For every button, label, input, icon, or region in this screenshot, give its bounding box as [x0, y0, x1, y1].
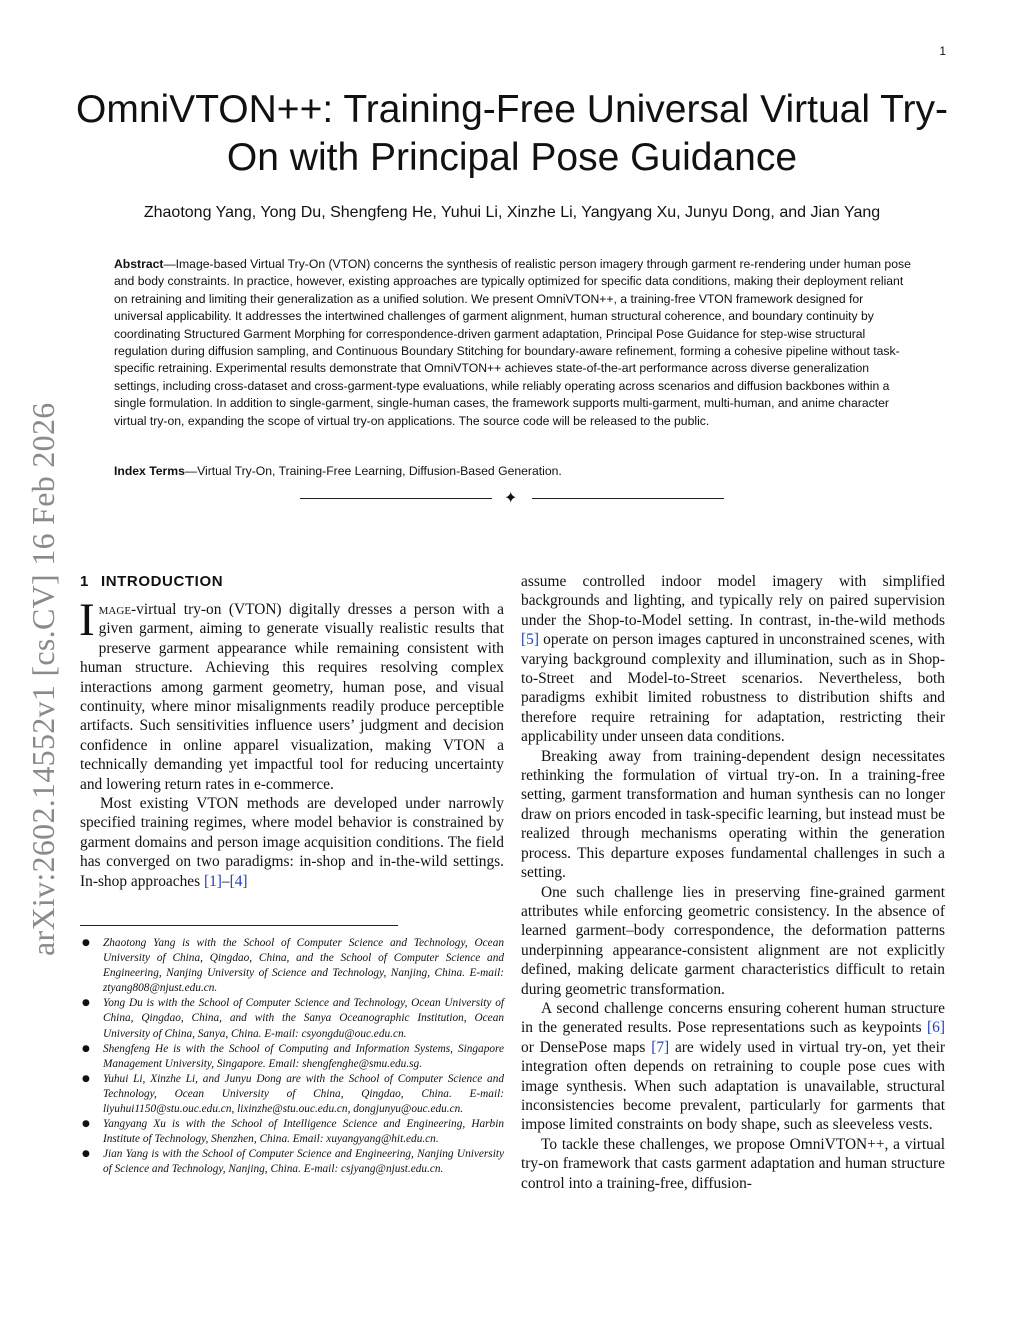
index-terms [114, 463, 914, 480]
divider-rule-left [300, 498, 492, 499]
section-title: INTRODUCTION [100, 573, 224, 590]
index-terms-text: —Virtual Try-On, Training-Free Learning, Diffusion-Based Generation. [184, 464, 562, 478]
abstract [114, 256, 914, 430]
citation-link[interactable]: [4] [229, 872, 248, 890]
page-number: 1 [939, 44, 946, 58]
left-column [80, 572, 504, 891]
footnote-text: Jian Yang is with the School of Computer Science and Engineering, Nanjing University of Science and Technology, Nanjing, China. E-mail: csjyang@njust.edu.cn. [103, 1148, 504, 1176]
footnote-text: Yuhui Li, Xinzhe Li, and Junyu Dong are with the School of Computer Science and Technology, Ocean University of China, Qingdao, China. E-mail: liyuhui1150@stu.ouc.edu.cn, lixinzhe@stu.ouc.edu.cn, dongjunyu@ouc.edu.cn. [103, 1072, 504, 1116]
bullet-icon: ● [82, 1149, 90, 1160]
citation-link[interactable]: [1] [203, 872, 222, 890]
footnote-item [80, 1117, 504, 1147]
body-paragraph: Breaking away from training-dependent design necessitates rethinking the formulation of virtual try-on. In a training-free setting, garment transformation and human synthesis can no longer draw on priors encoded in task-specific learning, but instead must be realized through mechanisms operating within the generation process. This departure exposes fundamental challenges in such a setting. [521, 747, 945, 882]
body-paragraph: To tackle these challenges, we propose OmniVTON++, a virtual try-on framework that casts garment adaptation and human structure control into a training-free, diffusion- [521, 1135, 945, 1192]
drop-cap-smallcaps: mage [98, 601, 132, 618]
abstract-text: —Image-based Virtual Try-On (VTON) concerns the synthesis of realistic person imagery through garment re-rendering under human pose and body constraints. In practice, however, existing approaches are typically optimized for specific data conditions, making their deployment reliant on retraining and limiting their generalization as a unified solution. We present OmniVTON++, a training-free VTON framework designed for universal applicability. It addresses the intertwined challenges of garment alignment, human structural coherence, and boundary continuity by coordinating Structured Garment Morphing for correspondence-driven garment adaptation, Principal Pose Guidance for step-wise structural regulation during diffusion sampling, and Continuous Boundary Stitching for boundary-aware refinement, forming a cohesive pipeline without task-specific retraining. Experimental results demonstrate that OmniVTON++ achieves state-of-the-art performance across diverse generalization settings, including cross-dataset and cross-garment-type evaluations, while reliably operating across scenarios and diffusion backbones within a single formulation. In addition to single-garment, single-human cases, the framework supports multi-garment, multi-human, and anime character virtual try-on, expanding the scope of virtual try-on applications. The source code will be released to the public. [114, 257, 911, 428]
body-paragraph: One such challenge lies in preserving fine-grained garment attributes while enforcing geometric consistency. In the absence of learned garment–body correspondence, the deformation patterns underpinning appearance-consistent alignment are not explicitly defined, making delicate garment characteristics difficult to retain during geometric transformation. [521, 883, 945, 998]
paragraph-text: are widely used in virtual try-on, yet their integration often depends on retraining to couple pose cues with image synthesis. When such adaptation is unavailable, structural inconsistencies become prevalent, particularly for garments that impose limited constraints on body shape, such as sleeveless vests. [521, 1038, 945, 1134]
citation-link[interactable]: [7] [651, 1038, 670, 1056]
citation-range-dash: – [221, 872, 230, 890]
footnote-item [80, 1042, 504, 1072]
divider-diamond-icon: ✦ [504, 488, 518, 507]
section-divider [300, 489, 724, 509]
citation-link[interactable]: [5] [521, 631, 539, 649]
footnote-text: Yangyang Xu is with the School of Intelligence Science and Engineering, Harbin Institute of Technology, Shenzhen, China. Email: xuyangyang@hit.edu.cn. [103, 1118, 504, 1146]
paragraph-text: assume controlled indoor model imagery with simplified backgrounds and lighting, and typically rely on paired supervision under the Shop-to-Model setting. In contrast, in-the-wild methods [521, 573, 945, 629]
intro-paragraph-2 [80, 794, 504, 891]
arxiv-identifier: arXiv:2602.14552v1 [cs.CV] 16 Feb 2026 [25, 402, 61, 956]
paragraph-text: A second challenge concerns ensuring coherent human structure in the generated results. Pose representations such as keypoints [521, 999, 945, 1037]
paragraph-text: operate on person images captured in unconstrained scenes, with varying background complexity and illumination, such as in Shop-to-Street and Model-to-Street scenarios. Nevertheless, both paradigms exhibit limited robustness to distribution shifts and therefore require retraining for adaptation, restricting their applicability under unseen data conditions. [521, 631, 945, 746]
drop-cap: I [79, 594, 95, 646]
section-heading [80, 572, 504, 592]
footnote-item [80, 996, 504, 1041]
body-paragraph-continued [521, 572, 945, 747]
index-terms-label: Index Terms [114, 464, 185, 478]
body-paragraph [521, 999, 945, 1135]
divider-rule-right [532, 498, 724, 499]
paper-title: OmniVTON++: Training-Free Universal Virtual Try-On with Principal Pose Guidance [76, 88, 948, 179]
author-list: Zhaotong Yang, Yong Du, Shengfeng He, Yuhui Li, Xinzhe Li, Yangyang Xu, Junyu Dong, and Jian Yang [143, 204, 881, 221]
intro-paragraph-2-text: Most existing VTON methods are developed under narrowly specified training regimes, where model behavior is constrained by garment domains and person image acquisition conditions. The field has converged on two paradigms: in-shop and in-the-wild settings. In-shop approaches [80, 795, 504, 890]
bullet-icon: ● [82, 1073, 90, 1084]
right-column [521, 572, 945, 1193]
footnote-text: Yong Du is with the School of Computer Science and Technology, Ocean University of China, Qingdao, China, and with the Sanya Oceanographic Institution, Ocean University of China, Sanya, China. E-mail: csyongdu@ouc.edu.cn. [103, 997, 504, 1040]
bullet-icon: ● [82, 1043, 90, 1054]
footnote-item [80, 936, 504, 996]
footnote-item [80, 1147, 504, 1177]
footnote-item [80, 1072, 504, 1117]
bullet-icon: ● [82, 938, 90, 948]
section-number: 1 [80, 573, 89, 590]
bullet-icon: ● [82, 1119, 90, 1130]
bullet-icon: ● [82, 998, 90, 1009]
intro-paragraph-1 [79, 594, 504, 794]
author-affiliation-footnotes [80, 936, 504, 1178]
citation-link[interactable]: [6] [927, 1019, 945, 1037]
paragraph-text: or DensePose maps [521, 1038, 652, 1056]
footnote-rule [80, 925, 398, 926]
abstract-label: Abstract [114, 257, 164, 271]
footnote-text: Zhaotong Yang is with the School of Computer Science and Technology, Ocean University of China, Qingdao, China, and the School of Computer Science and Engineering, Nanjing University of Science and Technology, Nanjing, China. E-mail: ztyang808@njust.edu.cn. [103, 937, 504, 995]
footnote-text: Shengfeng He is with the School of Computing and Information Systems, Singapore Management University, Singapore. Email: shengfenghe@smu.edu.sg. [103, 1042, 504, 1070]
intro-paragraph-1-text: -virtual try-on (VTON) digitally dresses a person with a given garment, aiming to generate visually realistic results that preserve garment appearance while remaining consistent with human structure. Achieving this requires resolving complex interactions among garment geometry, human pose, and visual continuity, where minor misalignments readily produce perceptible artifacts. Such sensitivities influence users’ judgment and decision confidence in online apparel visualization, making VTON a technically demanding yet impactful tool for reducing uncertainty and lowering return rates in e-commerce. [80, 601, 504, 793]
